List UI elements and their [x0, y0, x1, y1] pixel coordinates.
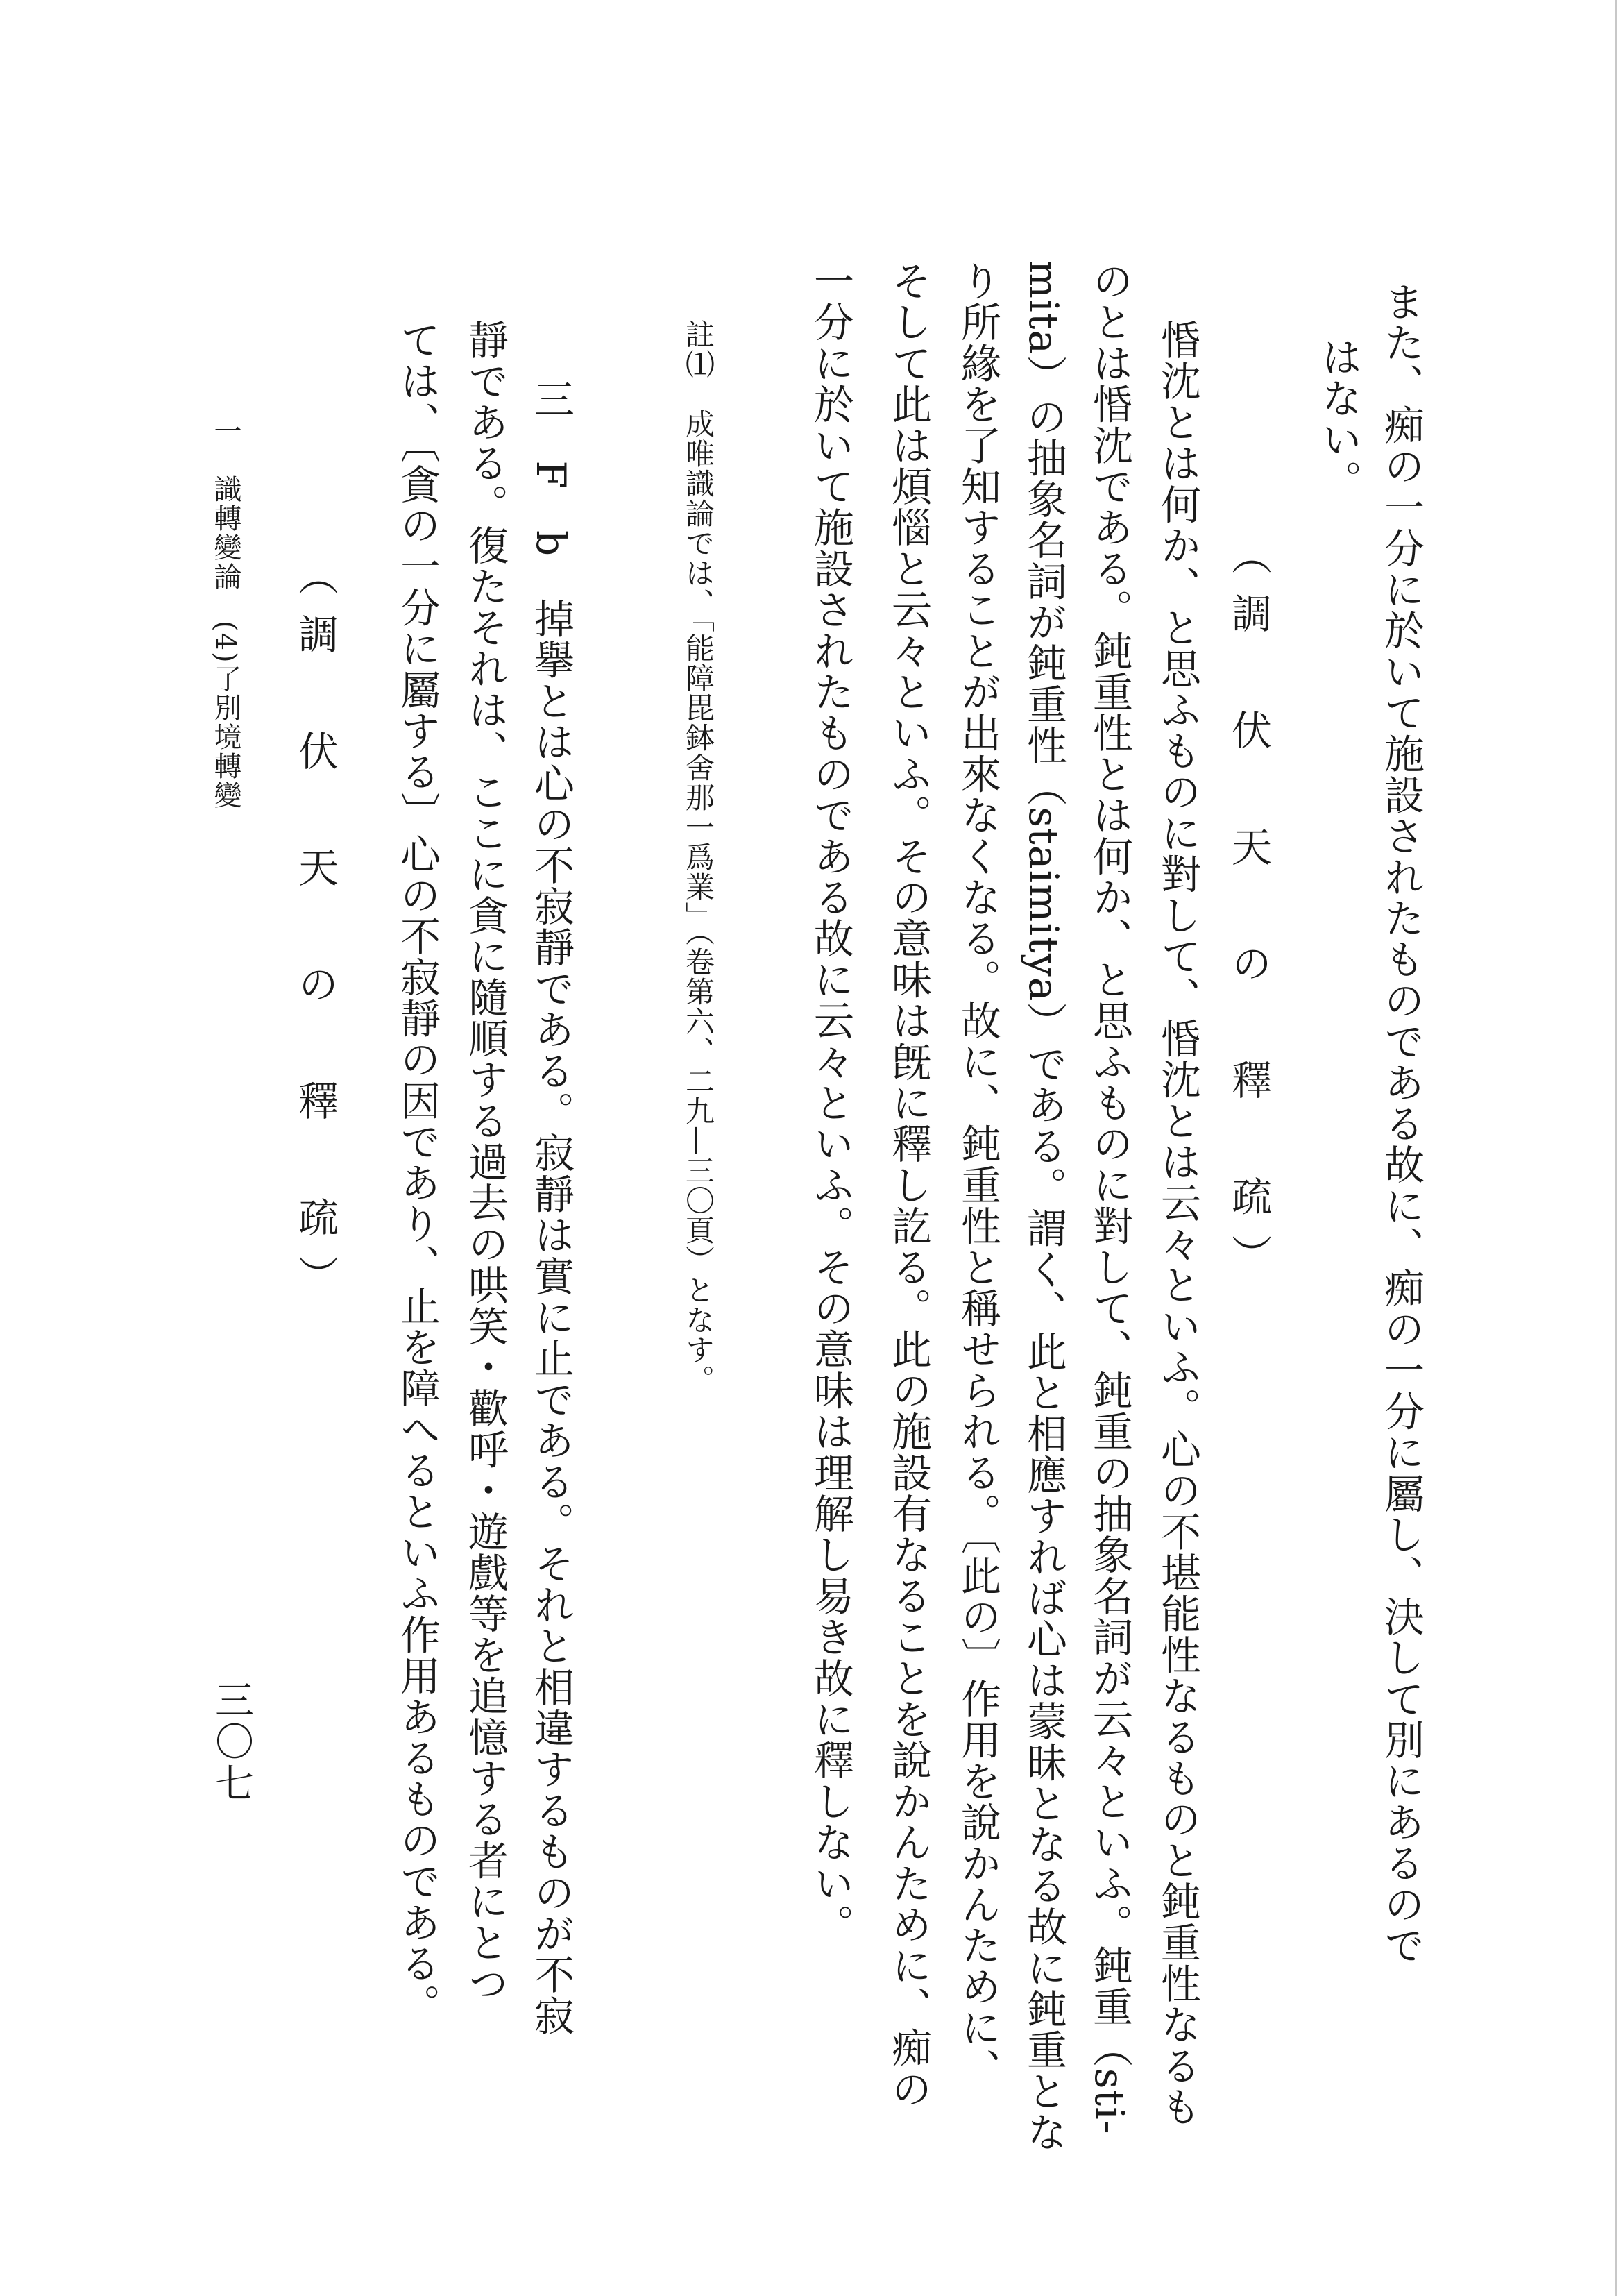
text-column-2: はない。: [1315, 337, 1362, 501]
text-column-5: mita）の抽象名詞が鈍重性（staimitya）である。謂く、此と相應すれば心は蒙昧となる故に鈍重とな: [1020, 260, 1067, 2153]
section-heading-2: （調 伏 天 の 釋 疏）: [291, 555, 339, 1313]
footnote-1: 註⑴ 成唯識論では、「能障毘鉢舍那一爲業」（卷第六、二九—三〇頁）となす。: [681, 319, 715, 1394]
text-column-9: 三 F b 掉擧とは心の不寂靜である。寂靜は實に止である。それと相違するものが不寂: [527, 378, 575, 2036]
running-head: 一 識轉變論 (4)了別境轉變: [210, 416, 241, 810]
text-column-11: ては、〔貪の一分に屬する〕心の不寂靜の因であり、止を障へるといふ作用あるものである。: [393, 319, 441, 2025]
text-column-10: 靜である。復たそれは、ここに貪に隨順する過去の哄笑・歡呼・遊戲等を追憶する者にとつ: [461, 319, 509, 2004]
text-column-3: 惛沈とは何か、と思ふものに對して、惛沈とは云々といふ。心の不堪能性なるものと鈍重性なるも: [1154, 319, 1201, 2127]
text-column-8: 一分に於いて施設されたものである故に云々といふ。その意味は理解し易き故に釋しない。: [807, 260, 854, 1945]
page-edge-line: [1615, 0, 1617, 2296]
section-heading-1: （調 伏 天 の 釋 疏）: [1225, 534, 1272, 1292]
text-column-1: また、痴の一分に於いて施設されたものである故に、痴の一分に屬し、決して別にあるので: [1377, 281, 1425, 1966]
text-column-7: そして此は煩惱と云々といふ。その意味は旣に釋し訖る。此の施設有なることを說かんために、痴の: [885, 260, 932, 2109]
text-column-6: り所緣を了知することが出來なくなる。故に、鈍重性と稱せられる。〔此の〕作用を說かんために、: [954, 260, 1001, 2089]
page-number: 三〇七: [209, 1680, 254, 1805]
text-column-4: のとは惛沈である。鈍重性とは何か、と思ふものに對して、鈍重の抽象名詞が云々といふ。鈍重（sti-: [1086, 260, 1133, 2135]
